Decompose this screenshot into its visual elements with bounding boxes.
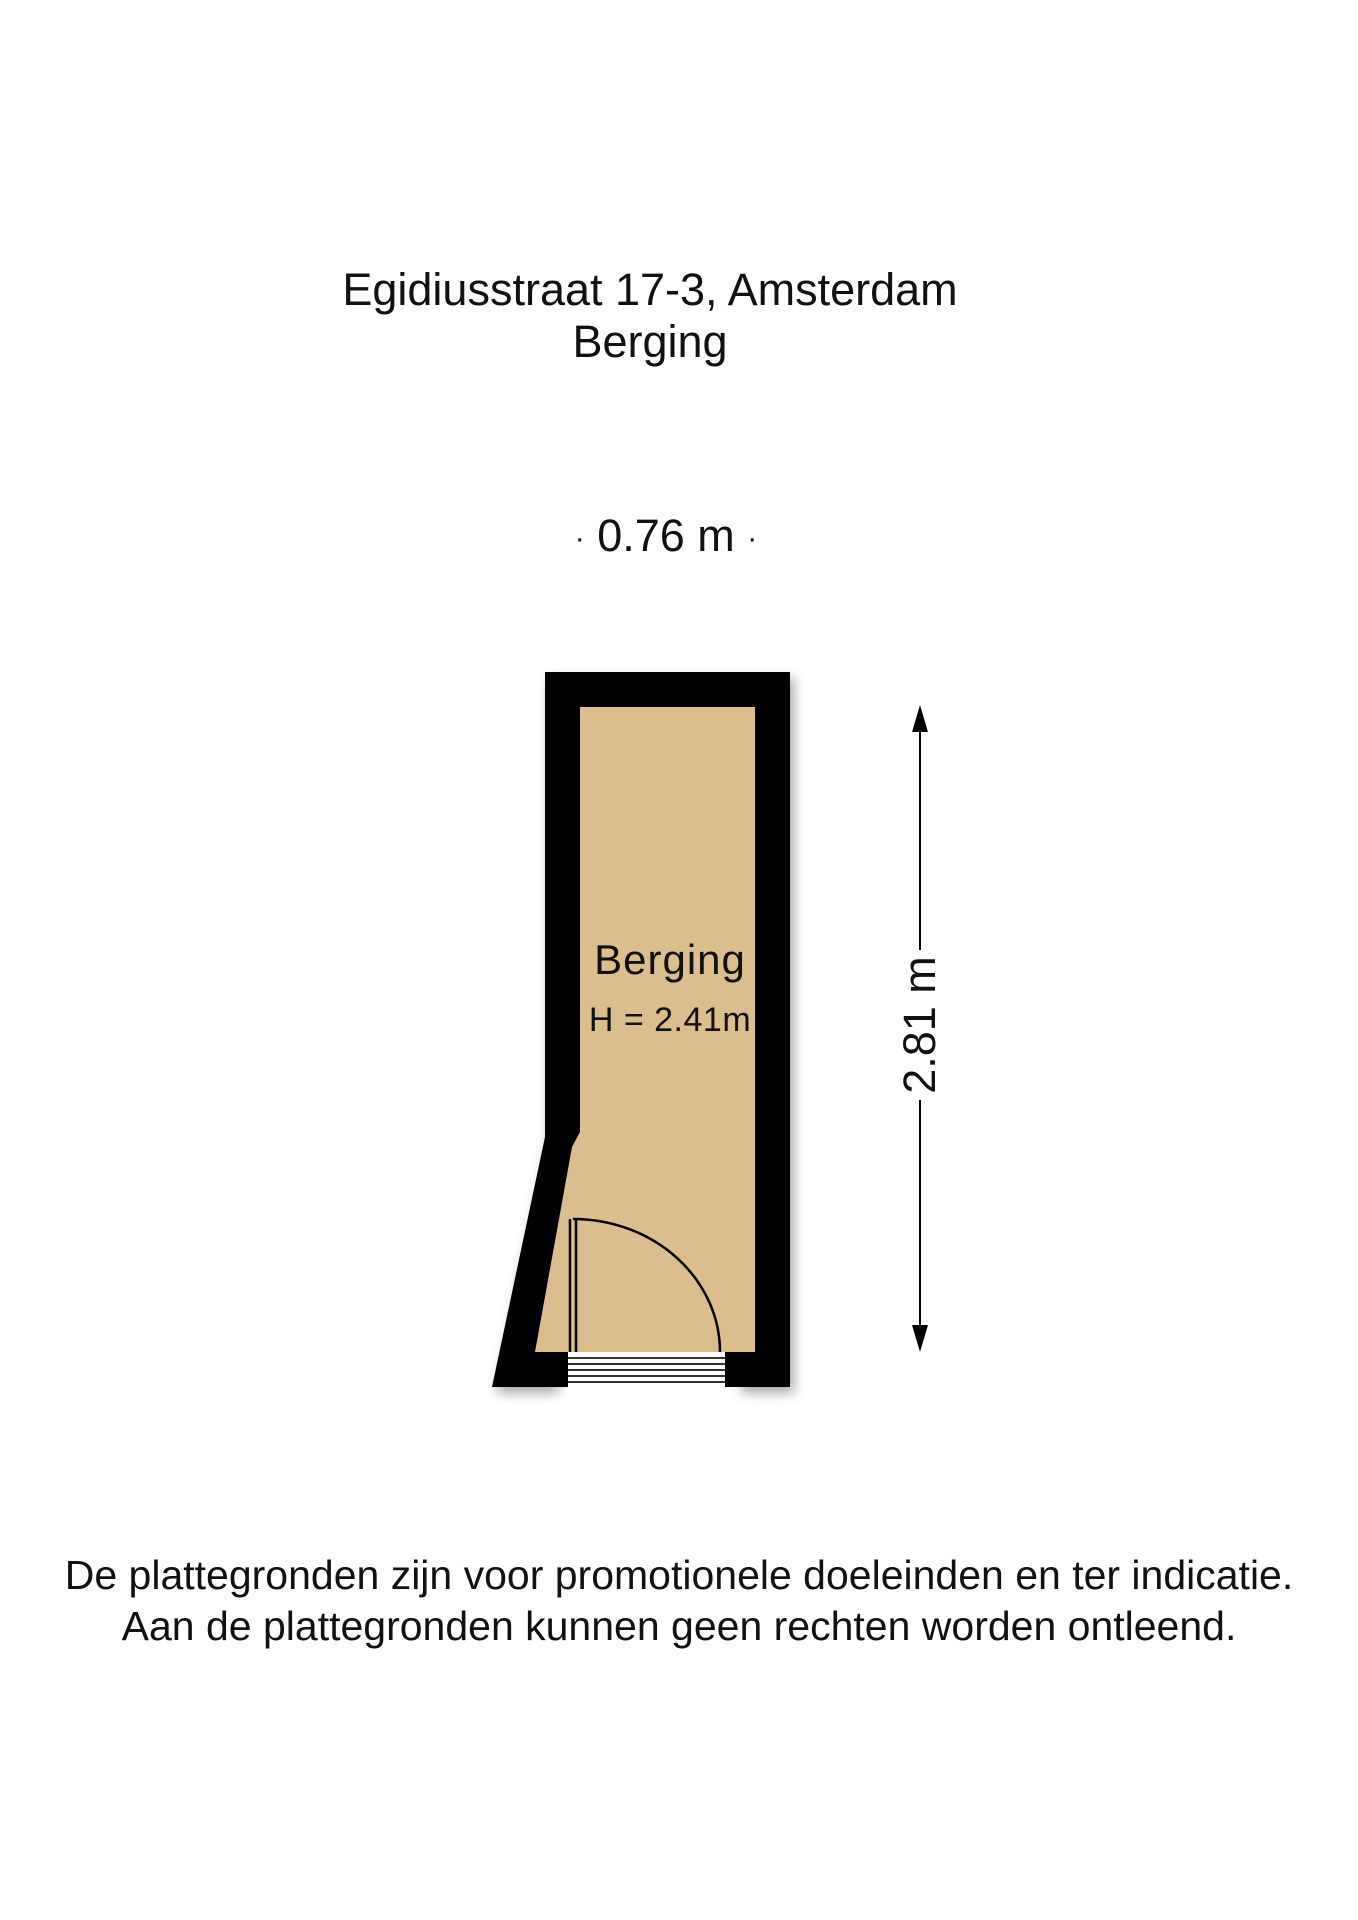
room-name: Berging [594, 936, 746, 983]
length-dimension-label: 2.81 m [890, 950, 950, 1100]
disclaimer [0, 1550, 1358, 1652]
floor-name: Berging [572, 316, 728, 367]
door-threshold [555, 1352, 738, 1387]
disclaimer-line-2: Aan de plattegronden kunnen geen rechten worden ontleend. [121, 1603, 1237, 1649]
disclaimer-line-1: De plattegronden zijn voor promotionele doeleinden en ter indicatie. [64, 1552, 1294, 1598]
room-height: H = 2.41m [588, 1001, 752, 1039]
dimension-tick-right: · [747, 522, 758, 556]
width-dimension-label: 0.76 m [597, 510, 735, 561]
dimension-tick-left: · [574, 522, 585, 556]
address-title: Egidiusstraat 17-3, Amsterdam [342, 264, 958, 315]
